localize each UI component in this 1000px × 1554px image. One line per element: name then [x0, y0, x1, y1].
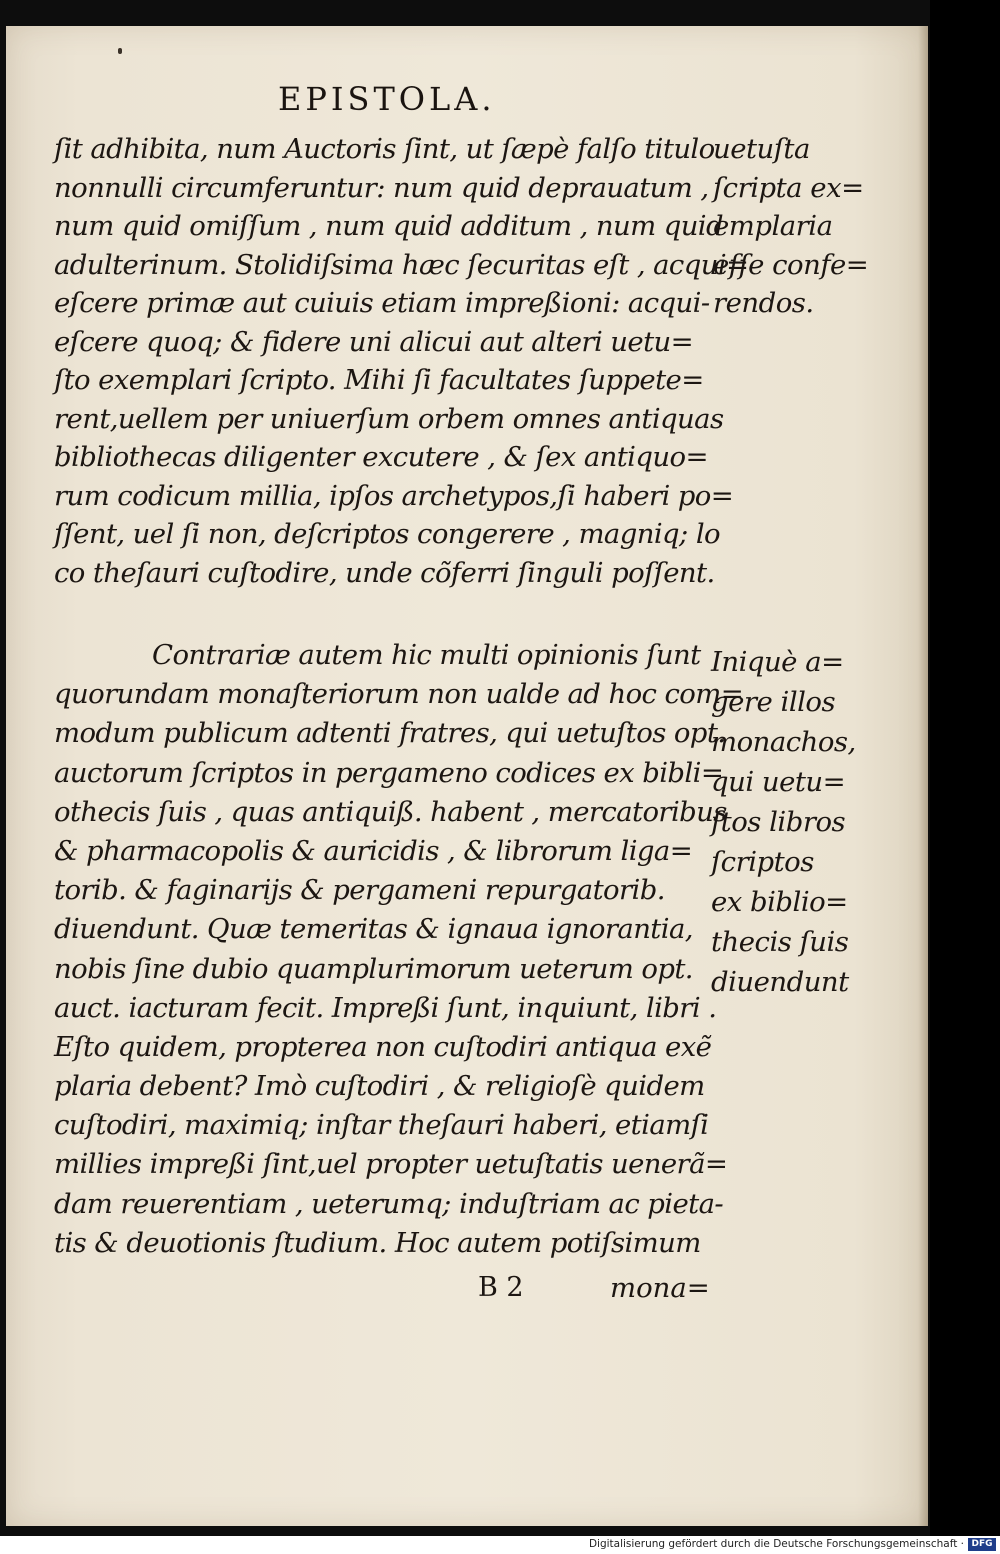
- text-line: millies impreßi ſint,uel propter uetuſtatis uenerã=: [54, 1148, 728, 1181]
- text-line: auct. iacturam fecit. Impreßi ſunt, inquiunt, libri .: [54, 991, 717, 1024]
- text-line: num quid omiſſum , num quid additum , num quid: [54, 210, 724, 242]
- text-line: rent,uellem per uniuerſum orbem omnes antiquas: [54, 402, 724, 435]
- text-line: othecis ſuis , quas antiquiß. habent , mercatoribus: [54, 795, 727, 828]
- paragraph-1: [54, 130, 748, 592]
- signature-mark: B 2: [478, 1272, 524, 1303]
- text-line: Eſto quidem, propterea non cuſtodiri antiqua exẽ: [54, 1030, 712, 1063]
- text-line: tis & deuotionis ſtudium. Hoc autem potiſsimum: [54, 1226, 701, 1259]
- text-line: bibliothecas diligenter excutere , & ſex antiquo=: [54, 441, 708, 473]
- binding-shadow: [930, 0, 1000, 1554]
- marginal-line: ex biblio=: [711, 886, 848, 918]
- text-line: auctorum ſcriptos in pergameno codices ex bibli=: [54, 756, 724, 789]
- text-line: eſcere primæ aut cuiuis etiam impreßioni: acqui-: [54, 287, 710, 319]
- text-line: torib. & faginarijs & pergameni repurgatorib.: [54, 874, 665, 907]
- text-line: plaria debent? Imò cuſtodiri , & religioſè quidem: [54, 1070, 705, 1103]
- text-line: ſit adhibita, num Auctoris ſint, ut ſæpè falſo titulo: [54, 133, 715, 165]
- marginal-line: diuendunt: [711, 966, 849, 998]
- marginal-line: ſtos libros: [711, 806, 846, 838]
- paragraph-2: [54, 636, 743, 1263]
- marginal-line: emplaria: [713, 210, 833, 242]
- text-line: dam reuerentiam , ueterumq; induſtriam ac pieta-: [54, 1187, 724, 1220]
- marginal-line: Iniquè a=: [711, 646, 844, 678]
- text-line: & pharmacopolis & auricidis , & librorum liga=: [54, 834, 693, 867]
- text-line: ſto exemplari ſcripto. Mihi ſi facultates ſuppete=: [54, 364, 704, 396]
- text-line: ſſent, uel ſi non, deſcriptos congerere , magniq; lo: [54, 518, 720, 550]
- marginal-line: gere illos: [711, 686, 836, 718]
- text-line: adulterinum. Stolidiſsima hæc ſecuritas eſt , acqui=: [54, 248, 749, 281]
- text-line: eſcere quoq; & fidere uni alicui aut alteri uetu=: [54, 325, 694, 358]
- text-line: nonnulli circumferuntur: num quid deprauatum ,: [54, 171, 709, 204]
- marginal-line: rendos.: [713, 287, 814, 319]
- dfg-logo[interactable]: DFG: [968, 1538, 996, 1551]
- text-line: Contrariæ autem hic multi opinionis ſunt: [152, 639, 701, 671]
- marginal-line: ſcripta ex=: [713, 171, 864, 204]
- marginal-line: qui uetu=: [711, 766, 846, 798]
- marginal-note-1: [713, 130, 868, 323]
- text-line: co theſauri cuſtodire, unde cõferri ſinguli poſſent.: [54, 556, 715, 589]
- text-line: diuendunt. Quæ temeritas & ignaua ignorantia,: [54, 913, 693, 946]
- marginal-line: uetuſta: [713, 133, 810, 165]
- marginal-line: ſcriptos: [711, 846, 814, 878]
- marginal-line: monachos,: [711, 726, 856, 758]
- running-head: EPISTOLA.: [278, 80, 496, 118]
- text-line: quorundam monaſteriorum non ualde ad hoc com=: [54, 678, 744, 711]
- funding-credit: Digitalisierung gefördert durch die Deutsche Forschungsgemeinschaft ·: [588, 1538, 964, 1550]
- marginal-note-2: [711, 642, 856, 1002]
- marginal-line: thecis ſuis: [711, 926, 849, 958]
- text-line: nobis ſine dubio quamplurimorum ueterum opt.: [54, 952, 693, 985]
- text-line: modum publicum adtenti fratres, qui uetuſtos opt.: [54, 717, 726, 750]
- marginal-line: eſſe confe=: [713, 248, 869, 281]
- text-line: cuſtodiri, maximiq; inſtar theſauri haberi, etiamſi: [54, 1109, 709, 1142]
- catchword: mona=: [610, 1272, 710, 1304]
- ink-speck: [118, 48, 122, 54]
- text-line: rum codicum millia, ipſos archetypos,ſi haberi po=: [54, 479, 734, 512]
- page-edge-shadow: [918, 26, 928, 1526]
